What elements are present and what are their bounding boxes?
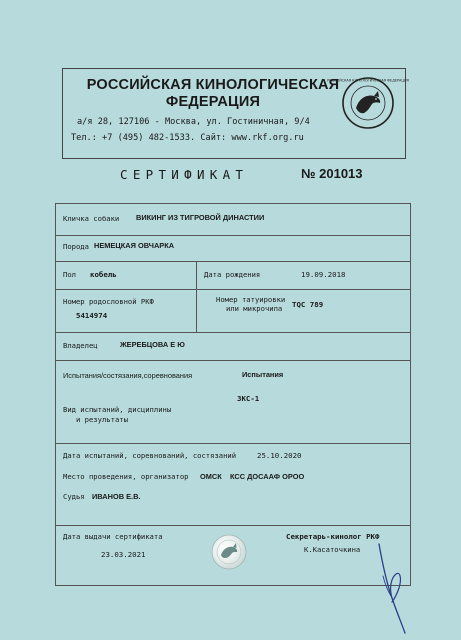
divider — [55, 443, 410, 444]
breed-label: Порода — [63, 242, 89, 251]
breed-value: НЕМЕЦКАЯ ОВЧАРКА — [94, 241, 175, 250]
tattoo-value: TQC 789 — [292, 300, 324, 309]
test-date-value: 25.10.2020 — [257, 451, 302, 460]
organization-name-line2: ФЕДЕРАЦИЯ — [165, 94, 261, 110]
place-organizer-value: КСС ДОСААФ ОРОО — [230, 472, 305, 481]
test-date-label: Дата испытаний, соревнований, состязаний — [63, 451, 237, 460]
divider — [55, 332, 410, 333]
tattoo-label-line1: Номер татуировки — [216, 295, 286, 304]
owner-label: Владелец — [63, 341, 98, 350]
birth-date-value: 19.09.2018 — [301, 270, 346, 279]
organization-name — [63, 77, 363, 111]
rkf-logo-icon — [327, 76, 409, 130]
test-kind-label-line1: Вид испытаний, дисциплины — [63, 405, 172, 414]
secretary-name: К.Касаточкина — [304, 545, 361, 554]
divider — [55, 525, 410, 526]
tests-label: Испытания/состязания,соревнования — [63, 371, 193, 380]
test-kind-value: ЗКС-1 — [237, 394, 260, 403]
test-kind-label-line2: и результаты — [76, 415, 128, 424]
number-sign: № — [301, 166, 316, 181]
birth-date-label: Дата рождения — [204, 270, 261, 279]
owner-value: ЖЕРЕБЦОВА Е Ю — [120, 340, 185, 349]
issue-date-value: 23.03.2021 — [101, 550, 146, 559]
divider — [55, 360, 410, 361]
place-label: Место проведения, организатор — [63, 472, 189, 481]
divider-vertical — [196, 261, 197, 332]
organization-name-line1: РОССИЙСКАЯ КИНОЛОГИЧЕСКАЯ — [86, 77, 340, 93]
divider — [55, 235, 410, 236]
sex-value: кобель — [90, 270, 117, 279]
pedigree-value: 5414974 — [76, 311, 108, 320]
pedigree-label: Номер родословной РКФ — [63, 297, 154, 306]
hologram-stamp-icon — [210, 533, 248, 571]
certificate-title: СЕРТИФИКАТ — [120, 167, 249, 182]
dog-name-label: Кличка собаки — [63, 214, 120, 223]
certificate-number — [301, 166, 363, 181]
judge-label: Судья — [63, 492, 85, 501]
divider — [55, 261, 410, 262]
logo-text: РОССИЙСКАЯ КИНОЛОГИЧЕСКАЯ ФЕДЕРАЦИЯ — [327, 78, 409, 83]
issue-date-label: Дата выдачи сертификата — [63, 532, 163, 541]
organization-contacts: Тел.: +7 (495) 482-1533. Сайт: www.rkf.org.ru — [71, 133, 304, 143]
tattoo-label-line2: или микрочипа — [226, 304, 283, 313]
judge-value: ИВАНОВ Е.В. — [92, 492, 141, 501]
certificate-number-value: 201013 — [319, 166, 363, 181]
dog-name-value: ВИКИНГ ИЗ ТИГРОВОЙ ДИНАСТИИ — [136, 213, 265, 222]
place-city-value: ОМСК — [200, 472, 222, 481]
sex-label: Пол — [63, 270, 76, 279]
organization-address: а/я 28, 127106 - Москва, ул. Гостиничная, 9/4 — [77, 117, 310, 127]
tests-value: Испытания — [242, 370, 284, 379]
signature-icon — [374, 536, 410, 636]
secretary-label: Секретарь-кинолог РКФ — [286, 532, 380, 541]
divider — [55, 289, 410, 290]
